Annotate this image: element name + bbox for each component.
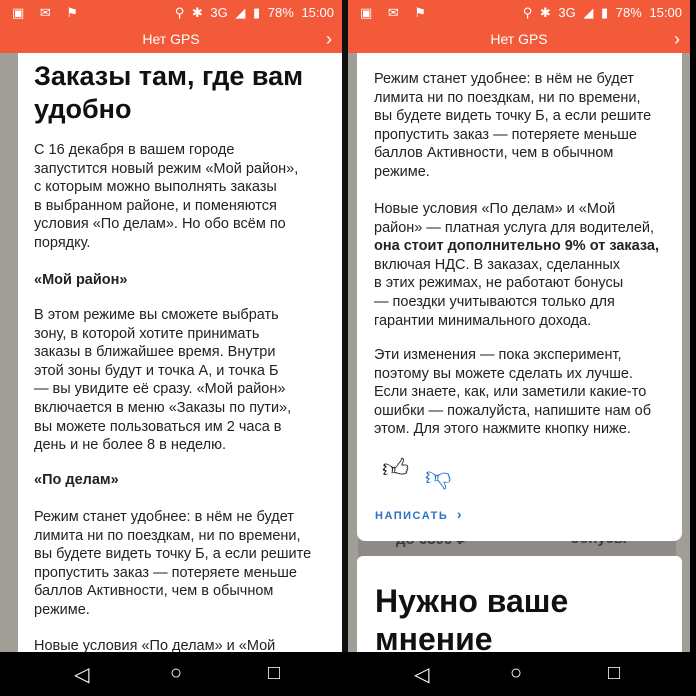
para-line: в этих режимах, не работают бонусы: [374, 275, 624, 292]
my-area-line: — вы увидите её сразу. «Мой район»: [34, 381, 286, 398]
battery-level: 78%: [267, 5, 294, 20]
notification-icons: ▣ ✉ ⚑: [12, 5, 85, 20]
intro-line: с которым можно выполнять заказы: [34, 179, 277, 196]
my-area-line: включается в меню «Заказы по пути»,: [34, 399, 292, 416]
chevron-right-icon: ›: [456, 506, 463, 522]
location-icon: ⚲: [174, 5, 185, 20]
network-label: 3G: [210, 5, 228, 20]
system-icons: [171, 5, 334, 21]
business-line: лимита ни по поездкам, ни по времени,: [34, 527, 301, 544]
para-line: поэтому вы можете сделать их лучше.: [374, 365, 633, 382]
back-icon[interactable]: ◁: [414, 664, 430, 686]
para-line: включая НДС. В заказах, сделанных: [374, 256, 621, 273]
para-line: баллов Активности, чем в обычном: [374, 145, 614, 162]
write-button[interactable]: [375, 506, 463, 522]
para-conditions: [374, 200, 679, 330]
left-screen: [0, 0, 342, 652]
signal-icon: ◢: [583, 5, 594, 20]
intro-line: запустится новый режим «Мой район»,: [34, 160, 299, 177]
gps-banner[interactable]: [0, 26, 342, 53]
system-icons: [519, 5, 682, 21]
back-icon[interactable]: ◁: [74, 664, 90, 686]
recents-icon[interactable]: □: [268, 662, 281, 684]
like-icon[interactable]: 👍︎: [382, 453, 410, 483]
para-line: — поездки учитываются только для: [374, 293, 615, 310]
dislike-icon[interactable]: 👎︎: [425, 461, 452, 491]
network-label: 3G: [558, 5, 576, 20]
my-area-line: зону, в которой хотите принимать: [34, 325, 260, 342]
feedback-card: [357, 556, 682, 652]
status-bar: [348, 0, 690, 26]
battery-icon: ▮: [253, 5, 261, 20]
signal-icon: ◢: [235, 5, 246, 20]
status-bar: [0, 0, 342, 26]
location-icon: ⚲: [522, 5, 533, 20]
bluetooth-icon: ✱: [191, 5, 203, 20]
gps-banner[interactable]: [348, 26, 690, 53]
my-area-line: В этом режиме вы сможете выбрать: [34, 307, 279, 323]
my-area-line: день и не более 8 в неделю.: [34, 437, 226, 454]
para-line: Режим станет удобнее: в нём не будет: [374, 71, 634, 87]
business-text: [34, 508, 342, 620]
para-line: ошибки — пожалуйста, напишите нам об: [374, 402, 652, 419]
recents-icon[interactable]: □: [608, 662, 621, 684]
clock: 15:00: [649, 5, 682, 20]
chevron-right-icon: ›: [674, 29, 680, 49]
para-experiment: [374, 346, 679, 439]
feedback-title-line2: мнение: [375, 621, 493, 652]
card-title-line2: удобно: [34, 94, 132, 124]
write-button-label: НАПИСАТЬ: [375, 510, 449, 522]
navigation-bar: [0, 652, 696, 696]
para-line: Если знаете, как, или заметили какие-то: [374, 384, 647, 401]
business-line: Режим станет удобнее: в нём не будет: [34, 509, 294, 525]
chevron-right-icon: ›: [326, 29, 332, 49]
para-line: этом. Для этого нажмите кнопку ниже.: [374, 421, 631, 438]
home-icon[interactable]: ○: [510, 662, 523, 684]
para-line-bold: она стоит дополнительно 9% от заказа,: [374, 238, 660, 255]
business-line: вы будете видеть точку Б, а если решите: [34, 546, 312, 563]
business-line: пропустить заказ — потеряете меньше: [34, 564, 297, 581]
intro-line: условия «По делам». Но обо всём по: [34, 216, 286, 233]
para-line: гарантии минимального дохода.: [374, 312, 592, 329]
para-line: режиме.: [374, 163, 430, 180]
cut-off-line: Новые условия «По делам» и «Мой: [34, 638, 276, 652]
card-title-line1: Заказы там, где вам: [34, 61, 304, 91]
intro-line: порядку.: [34, 234, 91, 251]
notification-icons: ▣ ✉ ⚑: [360, 5, 433, 20]
right-screen: [348, 0, 690, 652]
business-line: режиме.: [34, 601, 90, 618]
intro-line: в выбранном районе, и поменяются: [34, 197, 277, 214]
para-line: вы будете видеть точку Б, а если решите: [374, 108, 652, 125]
para-line: Новые условия «По делам» и «Мой: [374, 201, 616, 217]
gps-label: Нет GPS: [142, 31, 200, 47]
news-card: [357, 53, 682, 541]
heading-business: «По делам»: [34, 472, 119, 488]
heading-my-area: «Мой район»: [34, 272, 128, 288]
business-line: баллов Активности, чем в обычном: [34, 583, 274, 600]
para-line: район» — платная услуга для водителей,: [374, 219, 655, 236]
intro-line: С 16 декабря в вашем городе: [34, 142, 235, 158]
my-area-line: заказы в ближайшее время. Внутри: [34, 344, 276, 361]
clock: 15:00: [301, 5, 334, 20]
battery-icon: ▮: [601, 5, 609, 20]
feedback-title-line1: Нужно ваше: [375, 583, 569, 619]
my-area-line: вы можете пользоваться им 2 часа в: [34, 418, 282, 435]
para-business: [374, 70, 679, 182]
my-area-text: [34, 306, 342, 455]
para-line: лимита ни по поездкам, ни по времени,: [374, 89, 641, 106]
my-area-line: этой зоны будут и точка А, и точка Б: [34, 362, 279, 379]
gps-label: Нет GPS: [490, 31, 548, 47]
home-icon[interactable]: ○: [170, 662, 183, 684]
battery-level: 78%: [615, 5, 642, 20]
para-line: Эти изменения — пока эксперимент,: [374, 347, 622, 363]
news-card: [18, 53, 342, 652]
para-line: пропустить заказ — потеряете меньше: [374, 126, 637, 143]
intro-text: [34, 141, 342, 253]
bluetooth-icon: ✱: [539, 5, 551, 20]
